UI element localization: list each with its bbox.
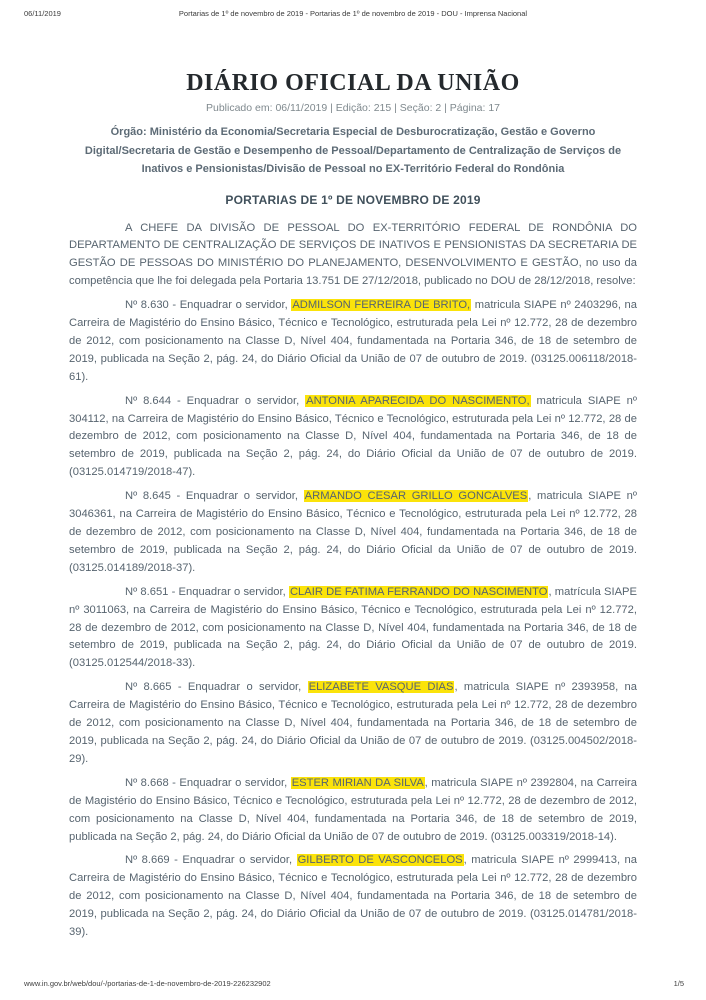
portaria-paragraph: [69, 775, 637, 847]
print-date: 06/11/2019: [24, 9, 61, 18]
portaria-paragraph: [69, 679, 637, 769]
portaria-lead-text: Nº 8.651 - Enquadrar o servidor,: [125, 585, 289, 598]
print-footer: [24, 979, 684, 988]
portarias-list: [69, 297, 637, 942]
portaria-rest-text: , matricula SIAPE nº 2392804, na Carreira de Magistério do Ensino Básico, Técnico e Tecnológico, estruturada pela Lei nº 12.772, 28 de dezembro de 2012, com posicionamento na Classe D, Nível 404, fundamentada na Portaria 346, de 18 de setembro de 2019, publicada na Seção 2, pág. 24, do Diário Oficial da União de 07 de outubro de 2019. (03125.003319/2018-14).: [69, 776, 637, 843]
highlighted-servant-name: ANTONIA APARECIDA DO NASCIMENTO,: [306, 394, 530, 407]
portaria-lead-text: Nº 8.630 - Enquadrar o servidor,: [125, 299, 292, 312]
portaria-lead-text: Nº 8.669 - Enquadrar o servidor,: [125, 854, 297, 867]
masthead-title: DIÁRIO OFICIAL DA UNIÃO: [186, 70, 520, 96]
portaria-paragraph: [69, 584, 637, 674]
portaria-lead-text: Nº 8.645 - Enquadrar o servidor,: [125, 490, 304, 503]
portaria-rest-text: , matricula SIAPE nº 2999413, na Carreira de Magistério do Ensino Básico, Técnico e Tecnológico, estruturada pela Lei nº 12.772, 28 de dezembro de 2012, com posicionamento na Classe D, Nível 404, fundamentada na Portaria 346, de 18 de setembro de 2019, publicada na Seção 2, pág. 24, do Diário Oficial da União de 07 de outubro de 2019. (03125.014781/2018-39).: [69, 854, 637, 939]
print-page-title: Portarias de 1º de novembro de 2019 - Portarias de 1º de novembro de 2019 - DOU - Imprensa Nacional: [178, 9, 528, 18]
portaria-rest-text: matricula SIAPE nº 304112, na Carreira de Magistério do Ensino Básico, Técnico e Tecnológico, estruturada pela Lei nº 12.772, 28 de dezembro de 2012, com posicionamento na Classe D, Nível 404, fundamentada na Portaria 346, de 18 de setembro de 2019, publicada na Seção 2, pág. 24, do Diário Oficial da União de 07 de outubro de 2019. (03125.014719/2018-47).: [69, 394, 637, 479]
preamble-paragraph: A CHEFE DA DIVISÃO DE PESSOAL DO EX-TERRITÓRIO FEDERAL DE RONDÔNIA DO DEPARTAMENTO DE CENTRALIZAÇÃO DE SERVIÇOS DE INATIVOS E PENSIONISTAS DA SECRETARIA DE GESTÃO DE PESSOAS DO MINISTÉRIO DO PLANEJAMENTO, DESENVOLVIMENTO E GESTÃO, no uso da competência que lhe foi delegada pela Portaria 13.751 DE 27/12/2018, publicado no DOU de 28/12/2018, resolve:: [69, 221, 637, 288]
portaria-paragraph: [69, 852, 637, 942]
organ-info: Órgão: Ministério da Economia/Secretaria Especial de Desburocratização, Gestão e Governo Digital/Secretaria de Gestão e Desempenho de Pessoal/Departamento de Centralização de Serviços de Inativos e Pensionistas/Divisão de Pessoal no EX-Território Federal do Rondônia: [84, 126, 622, 175]
portaria-rest-text: , matricula SIAPE nº 2393958, na Carreira de Magistério do Ensino Básico, Técnico e Tecnológico, estruturada pela Lei nº 12.772, 28 de dezembro de 2012, com posicionamento na Classe D, Nível 404, fundamentada na Portaria 346, de 18 de setembro de 2019, publicada na Seção 2, pág. 24, do Diário Oficial da União de 07 de outubro de 2019. (03125.004502/2018-29).: [69, 681, 637, 765]
portaria-paragraph: [69, 393, 637, 483]
highlighted-servant-name: CLAIR DE FATIMA FERRANDO DO NASCIMENTO: [289, 585, 548, 598]
footer-url: www.in.gov.br/web/dou/-/portarias-de-1-de-novembro-de-2019-226232902: [24, 979, 271, 988]
highlighted-servant-name: GILBERTO DE VASCONCELOS: [297, 854, 463, 867]
highlighted-servant-name: ARMANDO CESAR GRILLO GONCALVES: [304, 490, 528, 503]
portaria-rest-text: , matricula SIAPE nº 3046361, na Carreira de Magistério do Ensino Básico, Técnico e Tecnológico, estruturada pela Lei nº 12.772, 28 de dezembro de 2012, com posicionamento na Classe D, Nível 404, fundamentada na Portaria 346, de 18 de setembro de 2019, publicada na Seção 2, pág. 24, do Diário Oficial da União de 07 de outubro de 2019. (03125.014189/2018-37).: [69, 490, 637, 574]
section-heading: PORTARIAS DE 1º DE NOVEMBRO DE 2019: [225, 192, 481, 207]
portaria-lead-text: Nº 8.644 - Enquadrar o servidor,: [125, 394, 306, 407]
portaria-rest-text: , matrícula SIAPE nº 3011063, na Carreira de Magistério do Ensino Básico, Técnico e Tecnológico, estruturada pela Lei nº 12.772, 28 de dezembro de 2012, com posicionamento na Classe D, Nível 404, fundamentada na Portaria 346, de 18 de setembro de 2019, publicada na Seção 2, pág. 24, do Diário Oficial da União de 07 de outubro de 2019. (03125.012544/2018-33).: [69, 585, 637, 670]
page-indicator: 1/5: [673, 979, 684, 988]
highlighted-servant-name: ELIZABETE VASQUE DIAS: [308, 681, 454, 694]
highlighted-servant-name: ADMILSON FERREIRA DE BRITO,: [292, 299, 471, 312]
portaria-rest-text: matricula SIAPE nº 2403296, na Carreira de Magistério do Ensino Básico, Técnico e Tecnológico, estruturada pela Lei nº 12.772, 28 de dezembro de 2012, com posicionamento na Classe D, Nível 404, fundamentada na Portaria 346, de 18 de setembro de 2019, publicada na Seção 2, pág. 24, do Diário Oficial da União de 07 de outubro de 2019. (03125.006118/2018-61).: [69, 299, 637, 383]
portaria-paragraph: [69, 488, 637, 578]
portaria-lead-text: Nº 8.665 - Enquadrar o servidor,: [125, 681, 308, 694]
portaria-lead-text: Nº 8.668 - Enquadrar o servidor,: [125, 776, 291, 789]
print-header: [0, 9, 706, 21]
publication-meta: Publicado em: 06/11/2019 | Edição: 215 | Seção: 2 | Página: 17: [205, 102, 501, 114]
highlighted-servant-name: ESTER MIRIAN DA SILVA: [291, 776, 424, 789]
portaria-paragraph: [69, 297, 637, 387]
